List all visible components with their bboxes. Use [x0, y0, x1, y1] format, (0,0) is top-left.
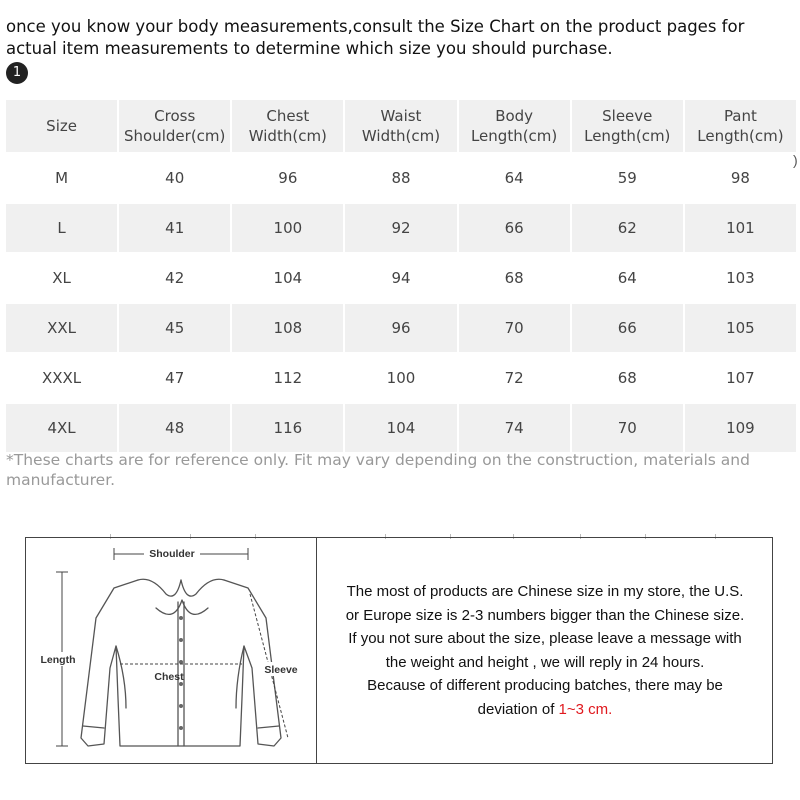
measurement-cell: 42 [119, 254, 230, 302]
header-text: Waist [380, 107, 422, 125]
disclaimer-text: *These charts are for reference only. Fit may vary depending on the construction, materials and manufacturer. [6, 451, 750, 489]
table-header-cell [459, 100, 570, 152]
size-cell: XXL [6, 304, 117, 352]
note-line [318, 698, 772, 722]
header-text: Chest [266, 107, 310, 125]
table-row [6, 204, 796, 252]
header-text: Shoulder(cm) [124, 127, 226, 145]
measurement-cell: 48 [119, 404, 230, 452]
table-header-cell [232, 100, 343, 152]
header-text: Sleeve [602, 107, 653, 125]
size-chart-table [4, 98, 798, 454]
table-header-cell [6, 100, 117, 152]
step-number-badge: 1 [6, 62, 28, 84]
table-row [6, 304, 796, 352]
measurement-cell: 68 [572, 354, 683, 402]
measurement-cell: 66 [459, 204, 570, 252]
header-text: Length(cm) [697, 127, 784, 145]
stray-mark: ) [793, 152, 798, 168]
intro-text: once you know your body measurements,consult the Size Chart on the product pages for actual item measurements to determine which size you should purchase. [6, 17, 745, 58]
shoulder-label: Shoulder [149, 548, 195, 560]
measurement-cell: 116 [232, 404, 343, 452]
header-text: Size [46, 117, 77, 135]
measurement-cell: 100 [345, 354, 456, 402]
measurement-cell: 104 [232, 254, 343, 302]
box-divider [316, 538, 317, 763]
measurement-cell: 101 [685, 204, 796, 252]
header-text: Width(cm) [248, 127, 327, 145]
measurement-cell: 92 [345, 204, 456, 252]
chest-label: Chest [154, 671, 184, 683]
measurement-cell: 66 [572, 304, 683, 352]
measurement-cell: 108 [232, 304, 343, 352]
header-text: Length(cm) [584, 127, 671, 145]
measurement-cell: 96 [345, 304, 456, 352]
header-text: Length(cm) [470, 127, 558, 145]
sleeve-label: Sleeve [264, 664, 298, 676]
measurement-cell: 41 [119, 204, 230, 252]
measurement-cell: 47 [119, 354, 230, 402]
table-row [6, 354, 796, 402]
measurement-cell: 64 [459, 154, 570, 202]
measurement-cell: 74 [459, 404, 570, 452]
note-line: The most of products are Chinese size in my store, the U.S. [346, 583, 744, 600]
table-header-cell [685, 100, 796, 152]
note-deviation-value: 1~3 cm. [558, 700, 613, 718]
header-text: Body [495, 107, 534, 125]
measurement-cell: 62 [572, 204, 683, 252]
header-text: Pant [723, 107, 757, 125]
size-cell: 4XL [6, 404, 117, 452]
measurement-cell: 45 [119, 304, 230, 352]
note-line: Because of different producing batches, there may be [367, 677, 723, 694]
measurement-cell: 64 [572, 254, 683, 302]
measurement-cell: 72 [459, 354, 570, 402]
measurement-cell: 109 [685, 404, 796, 452]
garment-measurement-diagram [26, 538, 316, 763]
measurement-cell: 103 [685, 254, 796, 302]
table-header-cell [119, 100, 230, 152]
table-row [6, 404, 796, 452]
note-line: or Europe size is 2-3 numbers bigger than the Chinese size. [345, 606, 745, 624]
measurement-cell: 68 [459, 254, 570, 302]
table-row [6, 154, 796, 202]
size-cell: L [6, 204, 117, 252]
note-line: the weight and height , we will reply in 24 hours. [385, 653, 705, 671]
header-text: Width(cm) [361, 127, 441, 145]
table-header-cell [572, 100, 683, 152]
size-cell: M [6, 154, 117, 202]
header-text: Cross [154, 107, 196, 125]
size-cell: XXXL [6, 354, 117, 402]
length-label: Length [40, 654, 76, 666]
measurement-cell: 112 [232, 354, 343, 402]
measurement-cell: 107 [685, 354, 796, 402]
table-header-row [6, 100, 796, 152]
measurement-cell: 96 [232, 154, 343, 202]
measurement-cell: 70 [572, 404, 683, 452]
measurement-cell: 100 [232, 204, 343, 252]
sizing-note [318, 580, 772, 721]
measurement-cell: 104 [345, 404, 456, 452]
measurement-cell: 94 [345, 254, 456, 302]
measurement-cell: 40 [119, 154, 230, 202]
table-header-cell [345, 100, 456, 152]
note-deviation-prefix: deviation of [477, 700, 559, 718]
measurement-cell: 59 [572, 154, 683, 202]
measurement-cell: 105 [685, 304, 796, 352]
size-info-box [25, 537, 773, 764]
measurement-cell: 88 [345, 154, 456, 202]
table-body [6, 154, 796, 452]
note-line: If you not sure about the size, please leave a message with [348, 630, 742, 647]
table-row [6, 254, 796, 302]
measurement-cell: 98 [685, 154, 796, 202]
measurement-cell: 70 [459, 304, 570, 352]
size-cell: XL [6, 254, 117, 302]
